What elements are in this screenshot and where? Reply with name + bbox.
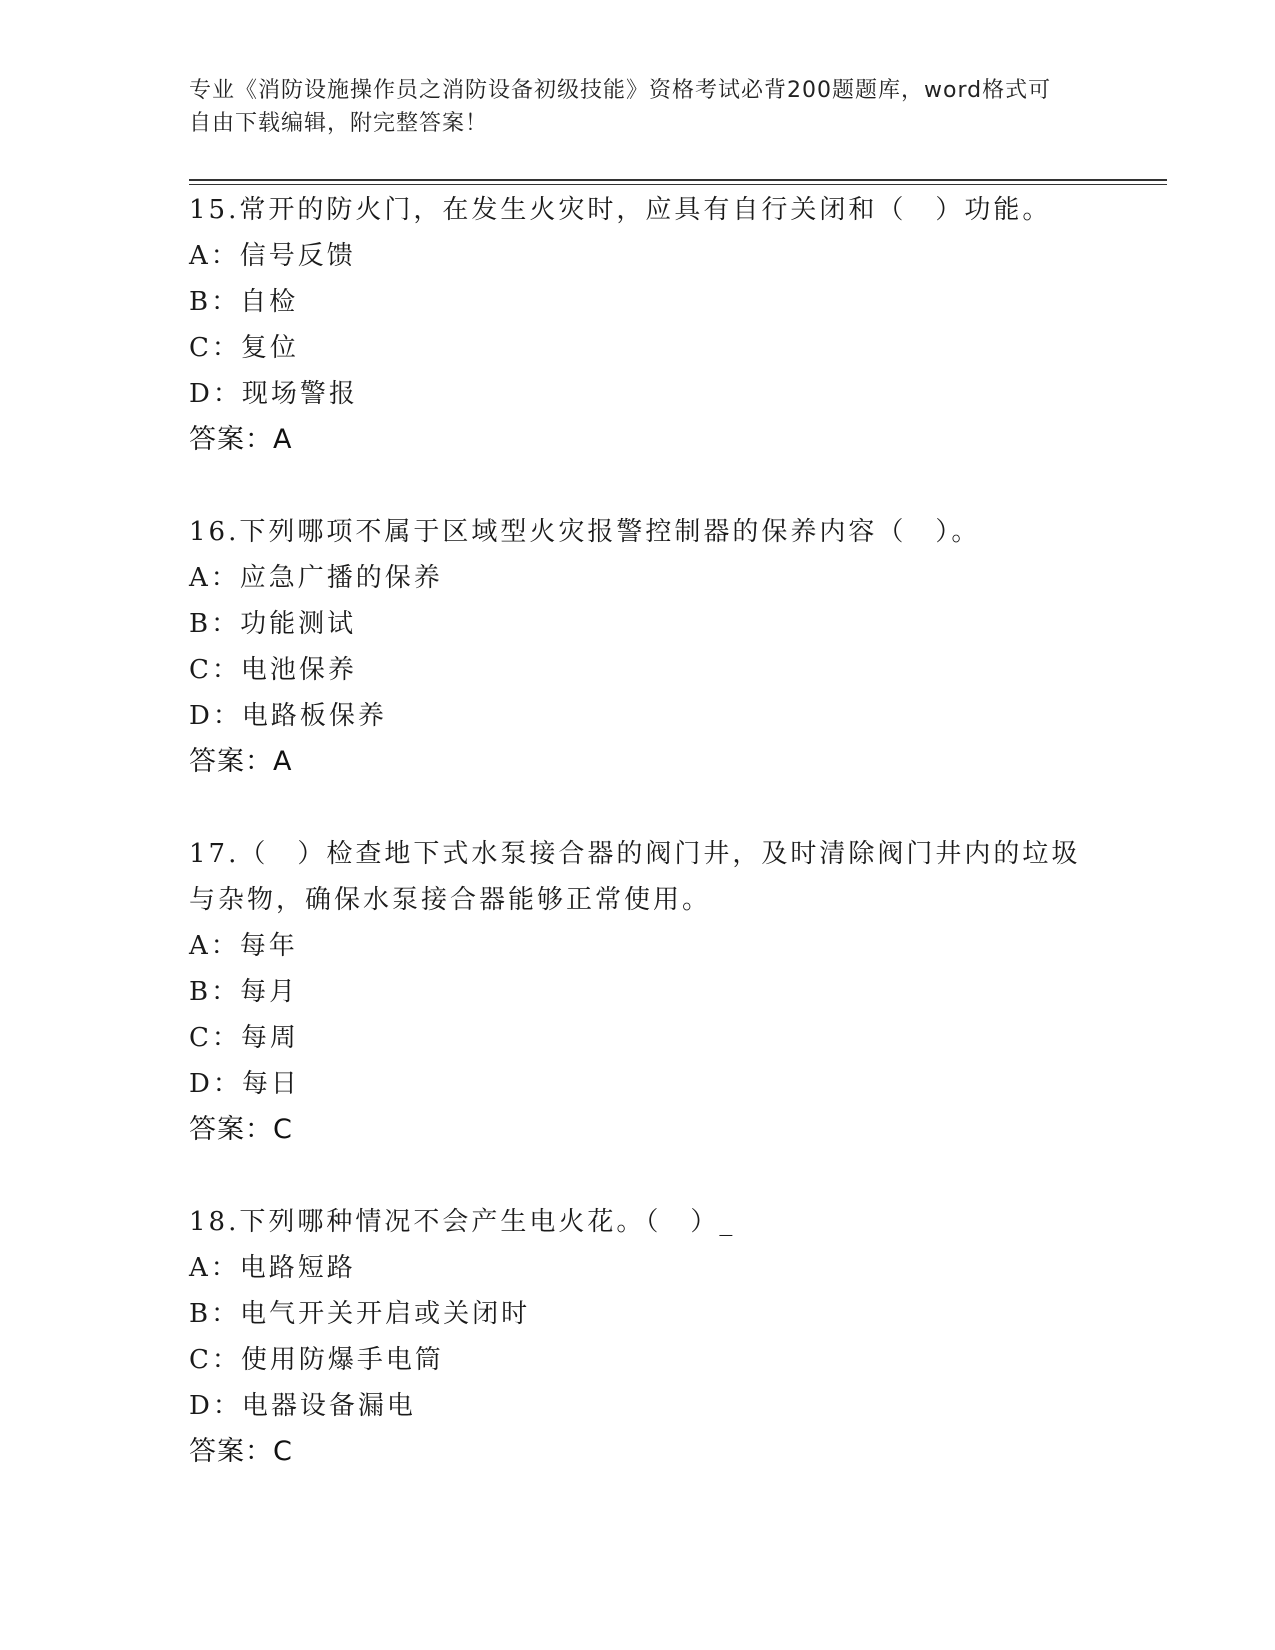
option-d: D：电路板保养 [189, 701, 387, 731]
option-d: D：每日 [189, 1069, 300, 1099]
question-17 [189, 831, 1089, 1153]
question-list [189, 187, 1089, 1521]
option-a: A：应急广播的保养 [189, 563, 443, 593]
option-b: B：每月 [189, 977, 299, 1007]
question-16 [189, 509, 1089, 785]
option-d: D：现场警报 [189, 379, 358, 409]
answer-label: 答案：A [189, 746, 293, 777]
option-c: C：使用防爆手电筒 [189, 1345, 444, 1375]
option-a: A：每年 [189, 931, 298, 961]
option-b: B：自检 [189, 287, 299, 317]
question-15 [189, 187, 1089, 463]
answer-label: 答案：C [189, 1436, 293, 1467]
option-c: C：电池保养 [189, 655, 357, 685]
question-stem: 18.下列哪种情况不会产生电火花。（ ）_ [189, 1207, 736, 1237]
answer-label: 答案：A [189, 424, 293, 455]
option-c: C：每周 [189, 1023, 299, 1053]
option-a: A：信号反馈 [189, 241, 356, 271]
question-stem: 15.常开的防火门，在发生火灾时，应具有自行关闭和（ ）功能。 [189, 195, 1052, 225]
option-b: B：电气开关开启或关闭时 [189, 1299, 531, 1329]
header-divider-thin [189, 184, 1167, 185]
option-d: D：电器设备漏电 [189, 1391, 416, 1421]
option-b: B：功能测试 [189, 609, 357, 639]
header-divider-thick [189, 179, 1167, 181]
question-18 [189, 1199, 1089, 1475]
option-c: C：复位 [189, 333, 299, 363]
question-stem: 16.下列哪项不属于区域型火灾报警控制器的保养内容（ ）。 [189, 517, 981, 547]
question-stem: 17.（ ）检查地下式水泵接合器的阀门井，及时清除阀门井内的垃圾与杂物，确保水泵接合器能够正常使用。 [189, 839, 1081, 915]
option-a: A：电路短路 [189, 1253, 356, 1283]
answer-label: 答案：C [189, 1114, 293, 1145]
document-header: 专业《消防设施操作员之消防设备初级技能》资格考试必背200题题库，word格式可自由下载编辑，附完整答案！ [189, 78, 1052, 136]
